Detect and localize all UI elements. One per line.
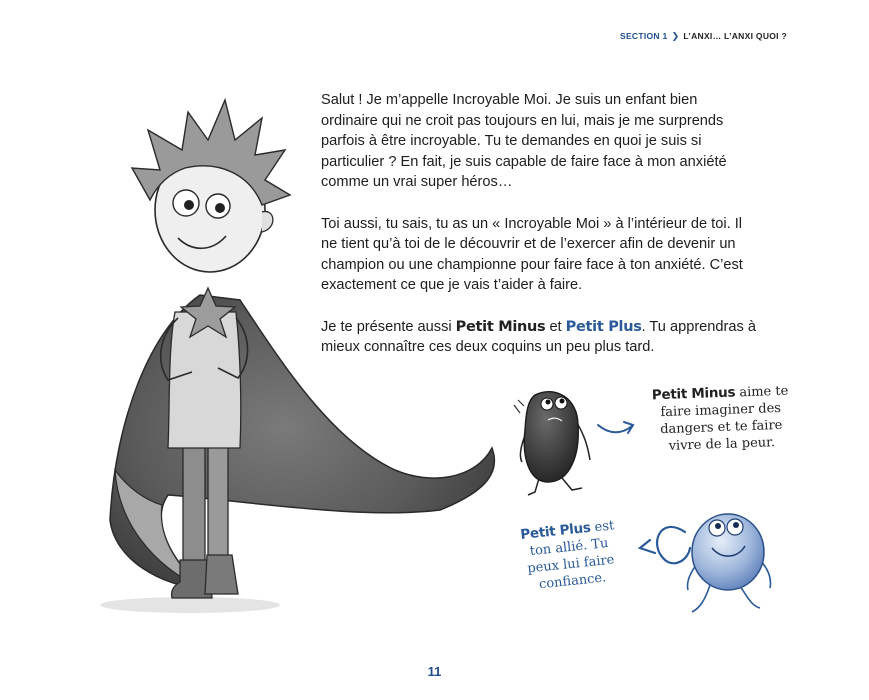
chevron-right-icon: ❯ (671, 31, 680, 41)
body-text (321, 90, 776, 379)
caption-petit-minus (635, 382, 807, 456)
text-line: mieux connaître ces deux coquins un peu plus tard. (321, 339, 655, 355)
minus-arrow-icon (598, 422, 633, 433)
caption-line: ton allié. Tu (529, 535, 610, 560)
text-line (321, 317, 776, 338)
text-line: particulier ? En fait, je suis capable de faire face à mon anxiété (321, 153, 727, 170)
petit-plus-illustration (640, 514, 771, 612)
hero-ear (262, 211, 273, 232)
name-petit-minus: Petit Minus (455, 318, 546, 335)
petit-minus-illustration (514, 392, 633, 495)
text-line: ordinaire qui ne croit pas toujours en lui, mais je me surprends (321, 112, 724, 129)
text-line: parfois à être incroyable. Tu te demandes en quoi je suis si (321, 133, 702, 149)
header-chapter: L’ANXI… L’ANXI QUOI ? (683, 31, 787, 41)
paragraph-characters (321, 317, 776, 358)
caption-line: dangers et te faire (659, 417, 783, 438)
caption-petit-plus (502, 515, 638, 596)
name-petit-plus: Petit Plus (565, 318, 642, 335)
header-section: SECTION 1 (619, 31, 668, 41)
text-line: Toi aussi, tu sais, tu as un « Incroyable Moi » à l’intérieur de toi. Il (321, 215, 742, 232)
minus-motion-marks (514, 400, 524, 413)
text-line: Salut ! Je m’appelle Incroyable Moi. Je suis un enfant bien (321, 92, 698, 108)
minus-pupil-left (546, 400, 551, 405)
minus-pupil-right (560, 399, 565, 404)
caption-name-minus: Petit Minus (651, 384, 736, 404)
plus-pupil-left (715, 523, 721, 529)
hero-pupil-right (215, 203, 225, 213)
text-line: ne tient qu’à toi de le découvrir et de l’exercer afin de devenir un (321, 236, 736, 252)
text-line: comme un vrai super héros… (321, 174, 513, 190)
hero-pupil-left (184, 200, 194, 210)
text-fragment: et (545, 318, 566, 335)
hero-shirt (168, 312, 241, 448)
minus-leg-right (562, 478, 582, 490)
text-fragment: . Tu apprendras à (641, 318, 756, 335)
hero-boot-right (205, 555, 238, 594)
text-fragment: Je te présente aussi (321, 318, 456, 335)
paragraph-intro (321, 90, 776, 193)
plus-pupil-right (733, 522, 739, 528)
caption-line: confiance. (538, 570, 607, 593)
caption-fragment: est (589, 518, 615, 536)
text-line: exactement ce que je vais t’aider à faire. (321, 277, 583, 293)
caption-fragment: aime te (734, 383, 789, 401)
caption-name-plus: Petit Plus (519, 519, 592, 544)
caption-line: faire imaginer des (660, 400, 782, 421)
plus-arrow-icon (640, 527, 690, 563)
hero-ground-shadow (100, 597, 280, 613)
text-line: champion ou une championne pour faire face à ton anxiété. C’est (321, 256, 743, 273)
plus-leg-left (692, 585, 710, 612)
plus-leg-right (740, 586, 760, 608)
paragraph-you-too (321, 214, 776, 296)
hero-leg-left (183, 440, 205, 580)
caption-line: peux lui faire (526, 552, 616, 577)
page-number: 11 (427, 664, 442, 679)
caption-line: vivre de la peur. (668, 435, 776, 454)
